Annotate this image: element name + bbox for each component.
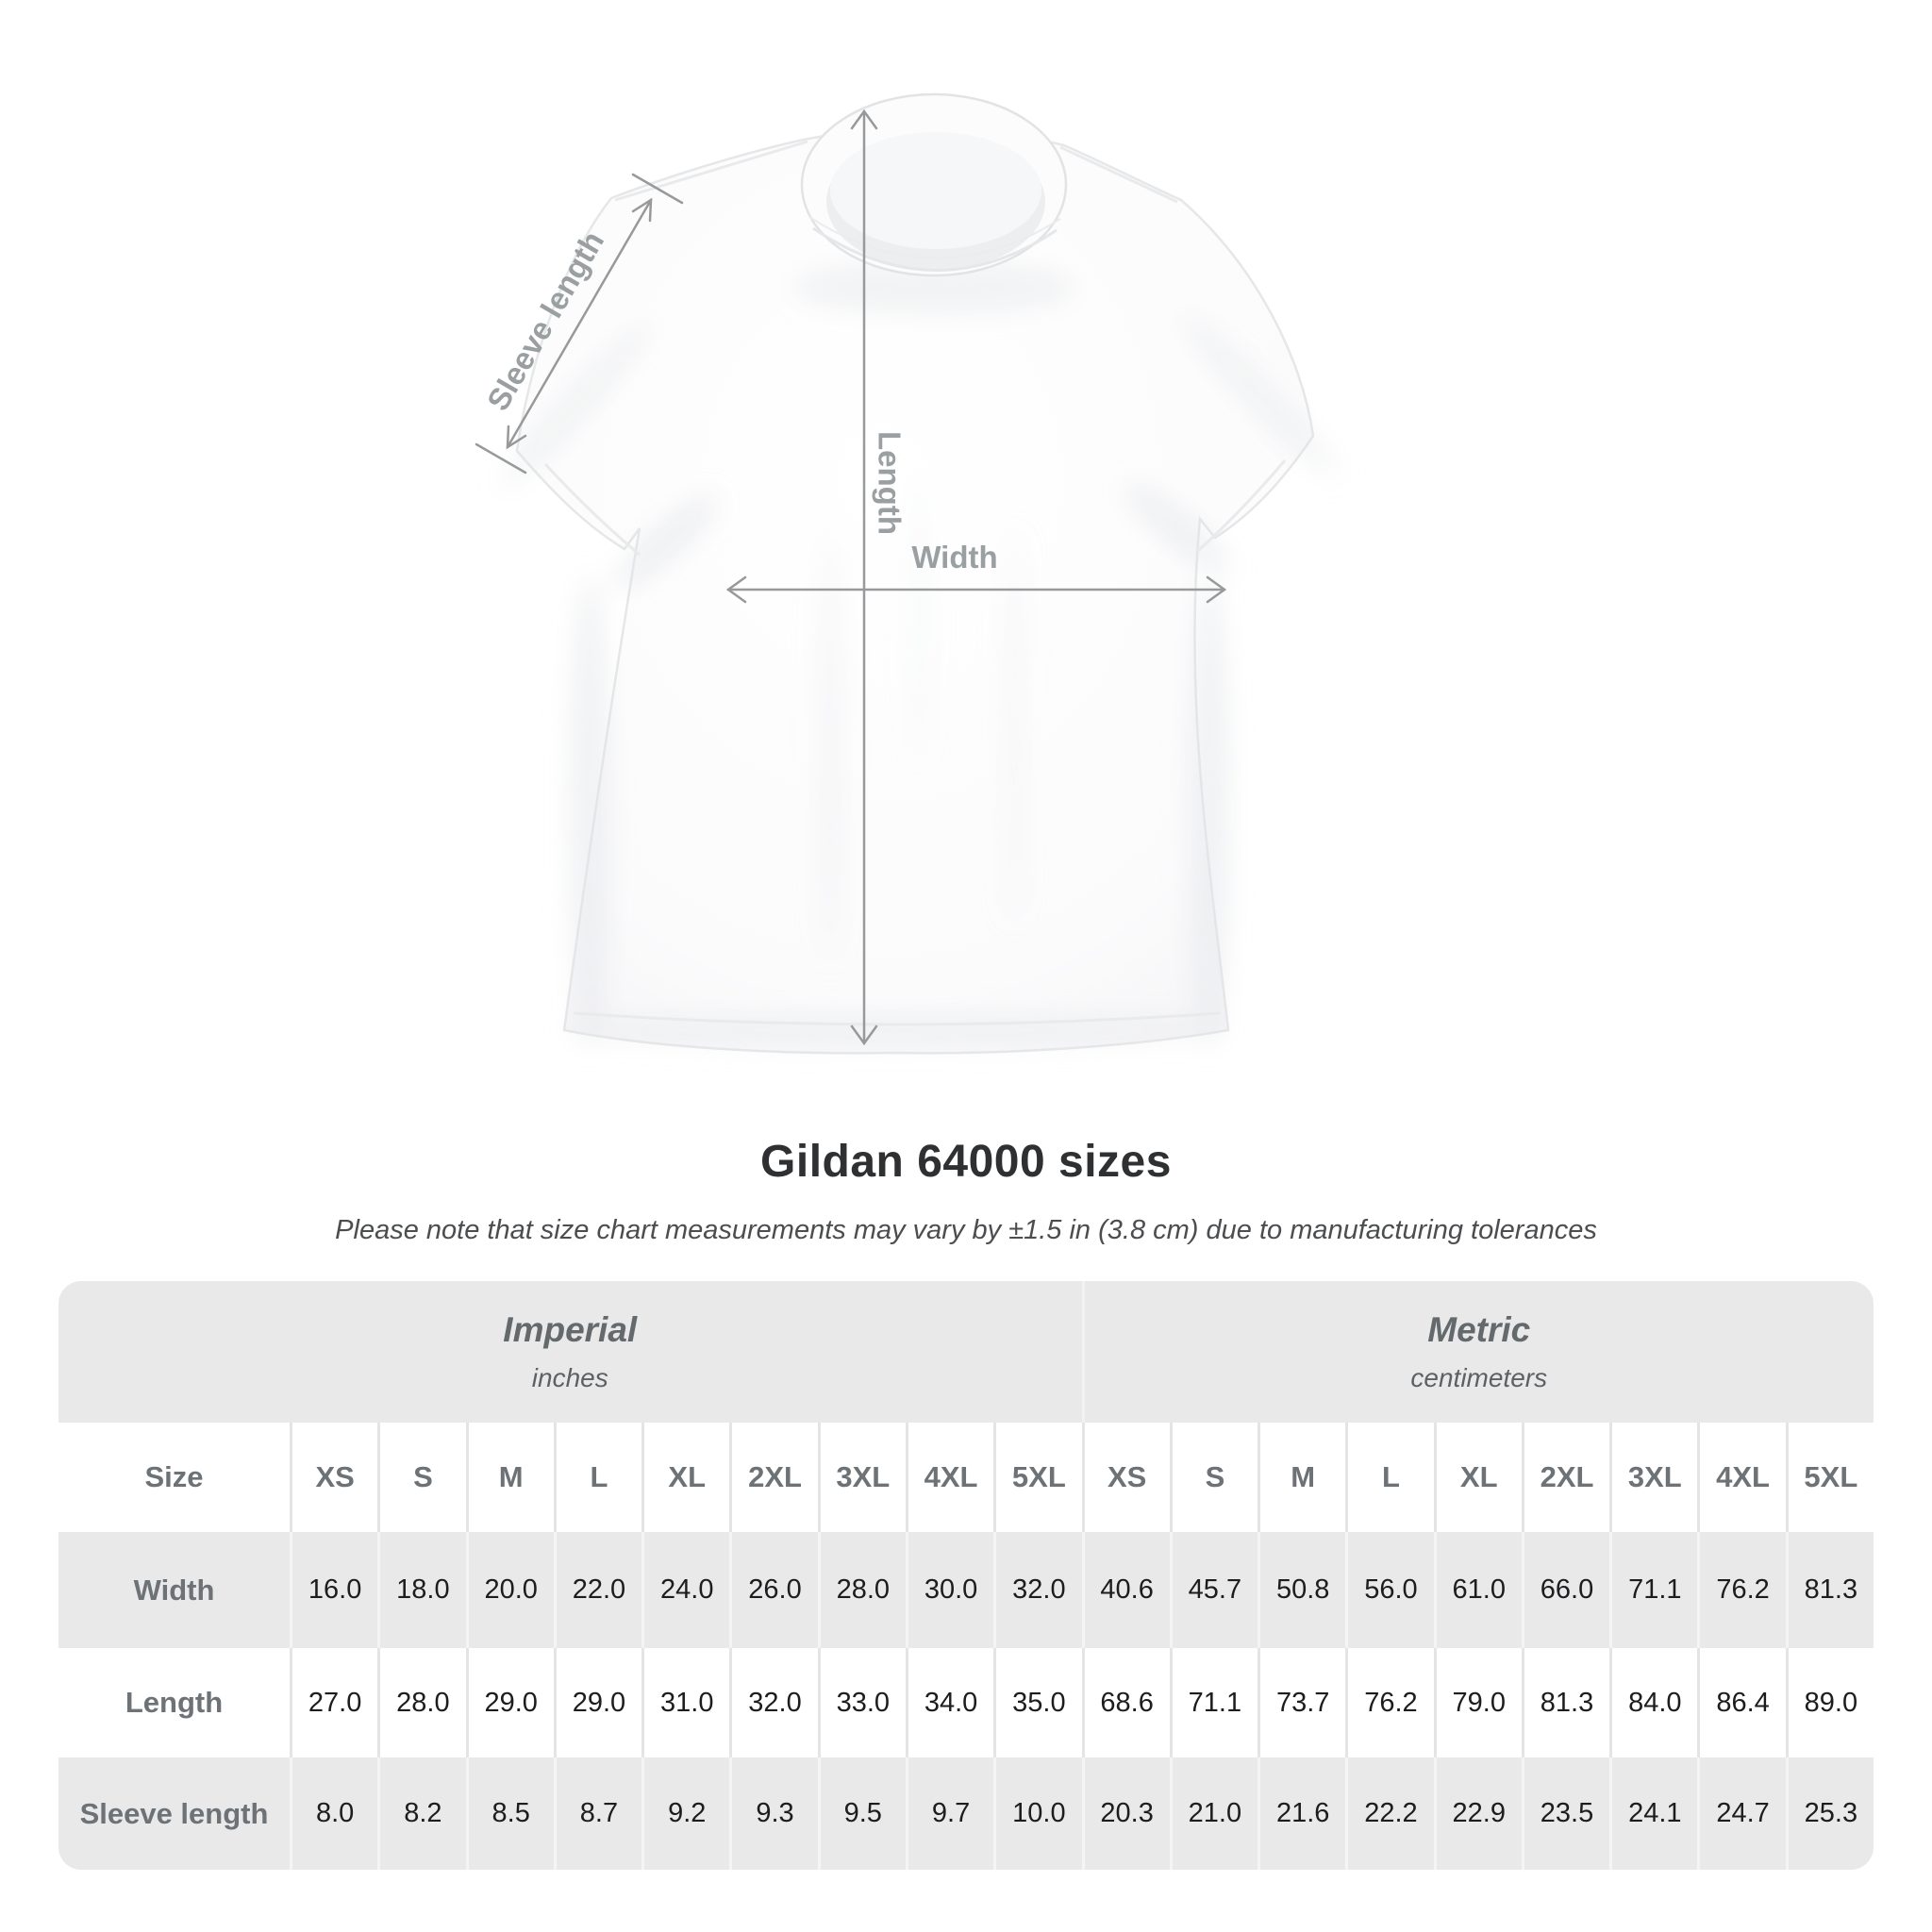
value-cell: 22.0: [554, 1532, 641, 1648]
table-row-width: [58, 1532, 1874, 1648]
table-row-length: [58, 1648, 1874, 1757]
size-col-header: 5XL: [993, 1423, 1081, 1532]
size-col-header: L: [1345, 1423, 1433, 1532]
value-cell: 31.0: [641, 1648, 729, 1757]
size-col-header: 4XL: [1697, 1423, 1785, 1532]
value-cell: 28.0: [818, 1532, 906, 1648]
value-cell: 76.2: [1345, 1648, 1433, 1757]
size-col-header: 2XL: [729, 1423, 817, 1532]
value-cell: 26.0: [729, 1532, 817, 1648]
value-cell: 21.0: [1170, 1757, 1257, 1870]
size-col-header: M: [1257, 1423, 1345, 1532]
value-cell: 16.0: [290, 1532, 377, 1648]
width-label: Width: [911, 540, 998, 575]
imperial-label: Imperial: [503, 1310, 638, 1349]
value-cell: 20.3: [1082, 1757, 1170, 1870]
value-cell: 29.0: [554, 1648, 641, 1757]
value-cell: 89.0: [1786, 1648, 1874, 1757]
size-header-row: [58, 1423, 1874, 1532]
size-col-header: XL: [1434, 1423, 1522, 1532]
value-cell: 79.0: [1434, 1648, 1522, 1757]
size-col-header: XS: [1082, 1423, 1170, 1532]
size-row-label: Size: [144, 1460, 204, 1493]
value-cell: 18.0: [377, 1532, 465, 1648]
unit-header-row: [58, 1281, 1874, 1423]
value-cell: 45.7: [1170, 1532, 1257, 1648]
value-cell: 8.2: [377, 1757, 465, 1870]
row-label-sleeve-length: Sleeve length: [79, 1796, 269, 1830]
size-col-header: M: [466, 1423, 554, 1532]
size-col-header: 4XL: [906, 1423, 993, 1532]
value-cell: 23.5: [1522, 1757, 1609, 1870]
value-cell: 32.0: [993, 1532, 1081, 1648]
value-cell: 10.0: [993, 1757, 1081, 1870]
value-cell: 21.6: [1257, 1757, 1345, 1870]
value-cell: 24.7: [1697, 1757, 1785, 1870]
value-cell: 9.2: [641, 1757, 729, 1870]
value-cell: 20.0: [466, 1532, 554, 1648]
size-col-header: XL: [641, 1423, 729, 1532]
value-cell: 71.1: [1170, 1648, 1257, 1757]
imperial-sublabel: inches: [531, 1363, 608, 1392]
table-row-sleeve-length: [58, 1757, 1874, 1870]
value-cell: 25.3: [1786, 1757, 1874, 1870]
value-cell: 56.0: [1345, 1532, 1433, 1648]
page-title: Gildan 64000 sizes: [760, 1137, 1172, 1187]
value-cell: 8.7: [554, 1757, 641, 1870]
page-subtitle: Please note that size chart measurements may vary by ±1.5 in (3.8 cm) due to manufacturing tolerances: [335, 1215, 1597, 1245]
value-cell: 35.0: [993, 1648, 1081, 1757]
sleeve-length-label: Sleeve length: [479, 225, 611, 417]
size-col-header: S: [377, 1423, 465, 1532]
value-cell: 28.0: [377, 1648, 465, 1757]
value-cell: 81.3: [1786, 1532, 1874, 1648]
value-cell: 9.7: [906, 1757, 993, 1870]
value-cell: 76.2: [1697, 1532, 1785, 1648]
size-col-header: 3XL: [818, 1423, 906, 1532]
value-cell: 22.2: [1345, 1757, 1433, 1870]
collar: [802, 94, 1066, 275]
value-cell: 71.1: [1609, 1532, 1697, 1648]
value-cell: 34.0: [906, 1648, 993, 1757]
value-cell: 8.5: [466, 1757, 554, 1870]
value-cell: 29.0: [466, 1648, 554, 1757]
value-cell: 68.6: [1082, 1648, 1170, 1757]
value-cell: 61.0: [1434, 1532, 1522, 1648]
value-cell: 33.0: [818, 1648, 906, 1757]
value-cell: 8.0: [290, 1757, 377, 1870]
size-col-header: 3XL: [1609, 1423, 1697, 1532]
metric-unit-header: [1082, 1281, 1874, 1423]
metric-label: Metric: [1427, 1310, 1531, 1349]
row-label-length: Length: [125, 1686, 224, 1719]
value-cell: 32.0: [729, 1648, 817, 1757]
value-cell: 27.0: [290, 1648, 377, 1757]
row-label-width: Width: [133, 1573, 215, 1607]
length-label: Length: [872, 431, 908, 535]
value-cell: 81.3: [1522, 1648, 1609, 1757]
value-cell: 66.0: [1522, 1532, 1609, 1648]
imperial-unit-header: [58, 1281, 1082, 1423]
value-cell: 50.8: [1257, 1532, 1345, 1648]
value-cell: 40.6: [1082, 1532, 1170, 1648]
value-cell: 86.4: [1697, 1648, 1785, 1757]
size-col-header: S: [1170, 1423, 1257, 1532]
value-cell: 9.5: [818, 1757, 906, 1870]
value-cell: 22.9: [1434, 1757, 1522, 1870]
size-col-header: L: [554, 1423, 641, 1532]
value-cell: 30.0: [906, 1532, 993, 1648]
size-col-header: 5XL: [1786, 1423, 1874, 1532]
size-table: [58, 1281, 1874, 1870]
value-cell: 24.1: [1609, 1757, 1697, 1870]
value-cell: 73.7: [1257, 1648, 1345, 1757]
value-cell: 84.0: [1609, 1648, 1697, 1757]
metric-sublabel: centimeters: [1410, 1363, 1548, 1392]
value-cell: 9.3: [729, 1757, 817, 1870]
value-cell: 24.0: [641, 1532, 729, 1648]
size-col-header: 2XL: [1522, 1423, 1609, 1532]
size-col-header: XS: [290, 1423, 377, 1532]
